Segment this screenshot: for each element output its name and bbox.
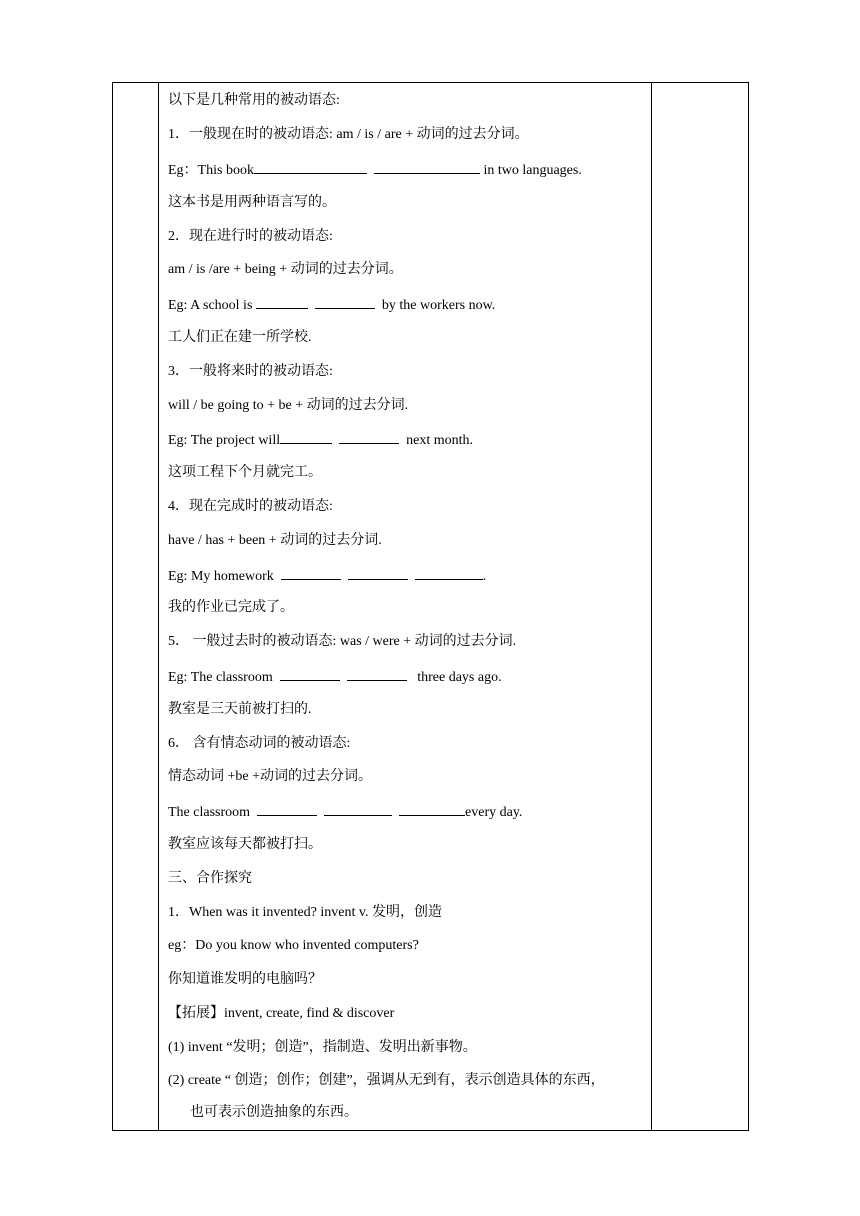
table-column-divider bbox=[651, 83, 652, 1130]
example-line bbox=[168, 294, 495, 316]
text-line: will / be going to + be + 动词的过去分词. bbox=[168, 398, 409, 413]
text-line: 1．When was it invented? invent v. 发明，创造 bbox=[168, 905, 442, 920]
example-text: three days ago. bbox=[413, 670, 502, 685]
text-line: 6． 含有情态动词的被动语态: bbox=[168, 736, 351, 751]
example-text: Eg: The project will bbox=[168, 433, 281, 448]
text-line: 这项工程下个月就完工。 bbox=[168, 465, 322, 480]
example-line bbox=[168, 666, 502, 688]
answer-blank[interactable] bbox=[280, 666, 340, 681]
example-text: in two languages. bbox=[479, 163, 582, 178]
example-line bbox=[168, 565, 486, 587]
text-line: 2．现在进行时的被动语态: bbox=[168, 229, 333, 244]
answer-blank[interactable] bbox=[348, 565, 408, 580]
text-line: 以下是几种常用的被动语态: bbox=[168, 93, 340, 108]
answer-blank[interactable] bbox=[280, 429, 332, 444]
text-line: 也可表示创造抽象的东西。 bbox=[190, 1105, 358, 1120]
text-line: 我的作业已完成了。 bbox=[168, 600, 294, 615]
section-heading: 三、合作探究 bbox=[168, 871, 252, 886]
text-line: 你知道谁发明的电脑吗？ bbox=[168, 972, 322, 987]
answer-blank[interactable] bbox=[281, 565, 341, 580]
example-text: . bbox=[482, 569, 487, 584]
answer-blank[interactable] bbox=[374, 159, 480, 174]
table-column-divider bbox=[158, 83, 159, 1130]
text-line: 教室应该每天都被打扫。 bbox=[168, 837, 322, 852]
example-text: by the workers now. bbox=[378, 298, 496, 313]
text-line: 教室是三天前被打扫的. bbox=[168, 702, 312, 717]
answer-blank[interactable] bbox=[324, 801, 392, 816]
answer-blank[interactable] bbox=[315, 294, 375, 309]
text-line: (1) invent “发明；创造”，指制造、发明出新事物。 bbox=[168, 1040, 477, 1055]
text-line: am / is /are + being + 动词的过去分词。 bbox=[168, 262, 403, 277]
text-line: 3．一般将来时的被动语态: bbox=[168, 364, 333, 379]
example-text: Eg：This book bbox=[168, 163, 254, 178]
example-text: The classroom bbox=[168, 805, 254, 820]
page-table bbox=[112, 82, 749, 1131]
answer-blank[interactable] bbox=[347, 666, 407, 681]
answer-blank[interactable] bbox=[254, 159, 367, 174]
example-text: every day. bbox=[465, 805, 523, 820]
text-line: 1．一般现在时的被动语态: am / is / are + 动词的过去分词。 bbox=[168, 127, 529, 142]
text-line: 情态动词 +be +动词的过去分词。 bbox=[168, 769, 373, 784]
text-line: 这本书是用两种语言写的。 bbox=[168, 195, 336, 210]
example-text: Eg: A school is bbox=[168, 298, 256, 313]
text-line: 5． 一般过去时的被动语态: was / were + 动词的过去分词. bbox=[168, 634, 517, 649]
answer-blank[interactable] bbox=[339, 429, 399, 444]
example-line bbox=[168, 429, 473, 451]
answer-blank[interactable] bbox=[257, 801, 317, 816]
text-line: (2) create “ 创造；创作；创建”，强调从无到有，表示创造具体的东西， bbox=[168, 1073, 605, 1088]
text-line: 工人们正在建一所学校. bbox=[168, 330, 312, 345]
example-line bbox=[168, 801, 522, 823]
example-text: Eg: My homework bbox=[168, 569, 278, 584]
text-line: 4．现在完成时的被动语态: bbox=[168, 499, 333, 514]
text-line: 【拓展】invent, create, find & discover bbox=[168, 1006, 395, 1021]
text-line: have / has + been + 动词的过去分词. bbox=[168, 533, 382, 548]
answer-blank[interactable] bbox=[415, 565, 483, 580]
text-line: eg：Do you know who invented computers? bbox=[168, 938, 419, 953]
example-line bbox=[168, 159, 582, 181]
example-text: next month. bbox=[402, 433, 473, 448]
example-text: Eg: The classroom bbox=[168, 670, 277, 685]
answer-blank[interactable] bbox=[256, 294, 308, 309]
answer-blank[interactable] bbox=[399, 801, 465, 816]
